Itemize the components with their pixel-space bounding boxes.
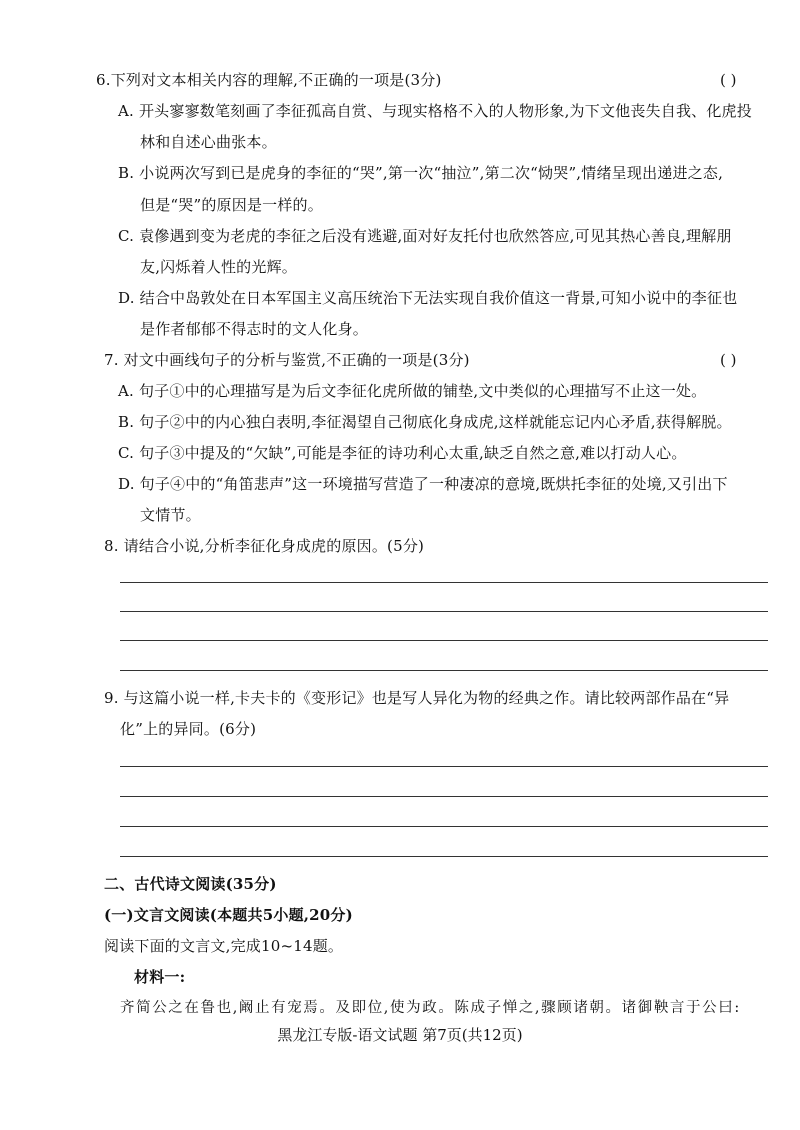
q6-option-a-cont: 林和自述心曲张本。 [140, 133, 277, 151]
q6-stem: 6.下列对文本相关内容的理解,不正确的一项是(3分) [96, 71, 442, 89]
q6-answer-paren: ( ) [720, 71, 737, 89]
q8-stem: 8. 请结合小说,分析李征化身成虎的原因。(5分) [104, 537, 425, 555]
q7-stem: 7. 对文中画线句子的分析与鉴赏,不正确的一项是(3分) [104, 351, 470, 369]
q6-option-a: A. 开头寥寥数笔刻画了李征孤高自赏、与现实格格不入的人物形象,为下文他丧失自我、化虎投 [118, 102, 752, 120]
q6-option-c-cont: 友,闪烁着人性的光辉。 [140, 258, 297, 276]
q7-option-d-cont: 文情节。 [140, 506, 201, 524]
q6-option-b-cont: 但是“哭”的原因是一样的。 [140, 196, 323, 214]
q7-option-a: A. 句子①中的心理描写是为后文李征化虎所做的铺垫,文中类似的心理描写不止这一处。 [118, 382, 707, 400]
q9-stem: 9. 与这篇小说一样,卡夫卡的《变形记》也是写人异化为物的经典之作。请比较两部作品在“异 [104, 689, 730, 707]
q8-answer-line-1[interactable] [120, 582, 768, 583]
section-2-title: 二、古代诗文阅读(35分) [104, 875, 277, 893]
section-2-subtitle: (一)文言文阅读(本题共5小题,20分) [104, 906, 353, 924]
section-2-instruction: 阅读下面的文言文,完成10~14题。 [104, 937, 344, 955]
q6-option-b: B. 小说两次写到已是虎身的李征的“哭”,第一次“抽泣”,第二次“恸哭”,情绪呈现出递进之态, [118, 164, 724, 182]
material-1-label: 材料一: [134, 968, 186, 986]
q6-option-d: D. 结合中岛敦处在日本军国主义高压统治下无法实现自我价值这一背景,可知小说中的李征也 [118, 289, 738, 307]
material-1-text: 齐简公之在鲁也,阚止有宠焉。及即位,使为政。陈成子惮之,骤顾诸朝。诸御鞅言于公曰: [120, 1000, 741, 1016]
q7-option-c: C. 句子③中提及的“欠缺”,可能是李征的诗功利心太重,缺乏自然之意,难以打动人心。 [118, 444, 687, 462]
q8-answer-line-2[interactable] [120, 611, 768, 612]
q9-answer-line-2[interactable] [120, 796, 768, 797]
page-footer: 黑龙江专版-语文试题 第7页(共12页) [277, 1026, 523, 1044]
q6-option-c: C. 袁傪遇到变为老虎的李征之后没有逃避,面对好友托付也欣然答应,可见其热心善良,理解朋 [118, 227, 732, 245]
q9-answer-line-3[interactable] [120, 826, 768, 827]
q9-answer-line-1[interactable] [120, 766, 768, 767]
q8-answer-line-3[interactable] [120, 640, 768, 641]
q8-answer-line-4[interactable] [120, 670, 768, 671]
q9-answer-line-4[interactable] [120, 856, 768, 857]
q7-option-d: D. 句子④中的“角笛悲声”这一环境描写营造了一种凄凉的意境,既烘托李征的处境,又引出下 [118, 475, 728, 493]
q7-option-b: B. 句子②中的内心独白表明,李征渴望自己彻底化身成虎,这样就能忘记内心矛盾,获得解脱。 [118, 413, 732, 431]
q6-option-d-cont: 是作者郁郁不得志时的文人化身。 [140, 320, 369, 338]
q7-answer-paren: ( ) [720, 351, 737, 369]
q9-stem-cont: 化”上的异同。(6分) [120, 720, 257, 738]
